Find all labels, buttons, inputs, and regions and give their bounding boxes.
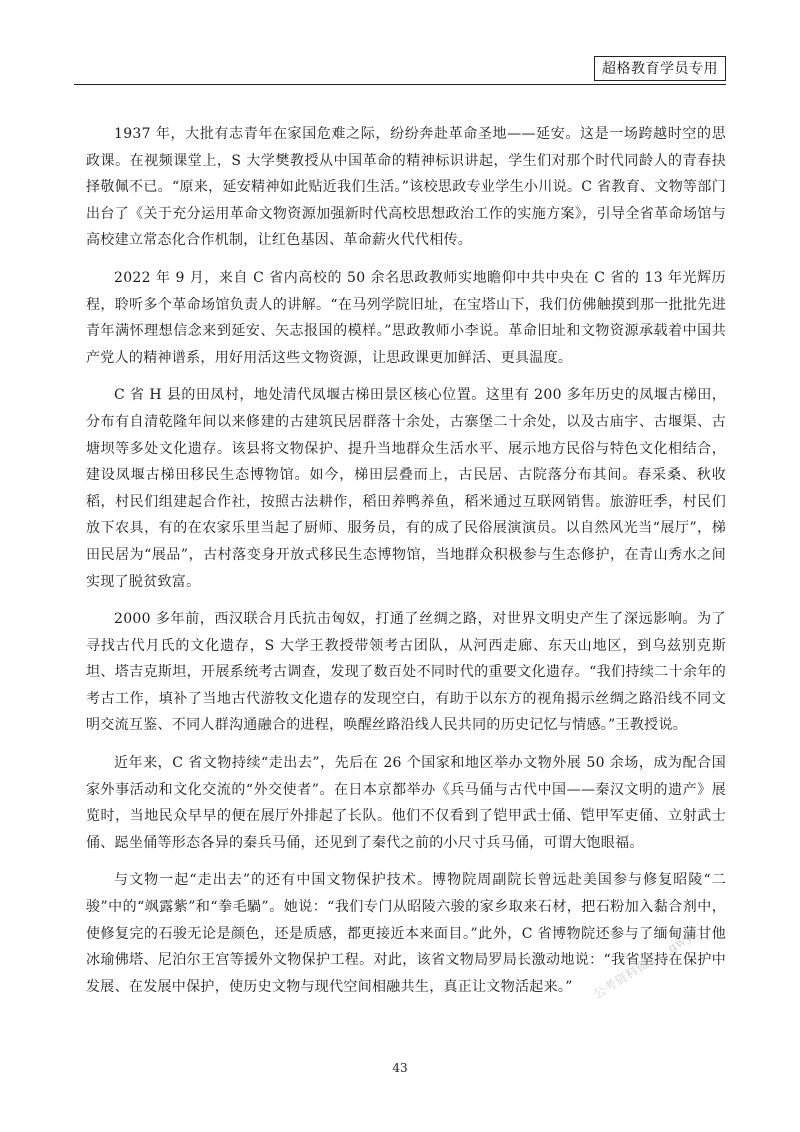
paragraph-silk-road: 2000 多年前，西汉联合月氏抗击匈奴，打通了丝绸之路，对世界文明史产生了深远影响。为了寻找古代月氏的文化遗存，S 大学王教授带领考古团队，从河西走廊、东天山地区，到乌兹别克斯坦、塔吉克斯坦，开展系统考古调查，发现了数百处不同时代的重要文化遗存。“我们持续二十余年的考古工作，填补了当地古代游牧文化遗存的发现空白，有助于以东方的视角揭示丝绸之路沿线不同文明交流互鉴、不同人群沟通融合的进程，唤醒丝路沿线人民共同的历史记忆与情感。”王教授说。 — [86, 611, 726, 734]
paragraph-terrace-village: C 省 H 县的田凤村，地处清代凤堰古梯田景区核心位置。这里有 200 多年历史的凤堰古梯田，分布有自清乾隆年间以来修建的古建筑民居群落十余处，古寨堡二十余处，以及古庙宇、古堰渠、古塘坝等多处文化遗存。该县将文物保护、提升当地群众生活水平、展示地方民俗与特色文化相结合，建设凤堰古梯田移民生态博物馆。如今，梯田层叠而上，古民居、古院落分布其间。春采桑、秋收稻，村民们组建起合作社，按照古法耕作，稻田养鸭养鱼，稻米通过互联网销售。旅游旺季，村民们放下农具，有的在农家乐里当起了厨师、服务员，有的成了民俗展演演员。以自然风光当“展厅”，梯田民居为“展品”，古村落变身开放式移民生态博物馆，当地群众积极参与生态修护，在青山秀水之间实现了脱贫致富。 — [86, 387, 726, 590]
article-body — [86, 121, 726, 1011]
paragraph-restoration: 与文物一起“走出去”的还有中国文物保护技术。博物院周副院长曾远赴美国参与修复昭陵“二骏”中的“飒露紫”和“拳毛騧”。她说：“我们专门从昭陵六骏的家乡取来石材，把石粉加入黏合剂中，使修复完的石骏无论是颜色，还是质感，都更接近本来面目。”此外，C 省博物院还参与了缅甸蒲甘他冰瑜佛塔、尼泊尔王宫等援外文物保护工程。对此，该省文物局罗局长激动地说：“我省坚持在保护中发展、在发展中保护，使历史文物与现代空间相融共生，真正让文物活起来。” — [86, 872, 726, 995]
watermark: 公考资料微信：gwy2 — [591, 925, 702, 1002]
paragraph-yanan-spirit: 1937 年，大批有志青年在家国危难之际，纷纷奔赴革命圣地——延安。这是一场跨越时空的思政课。在视频课堂上，S 大学樊教授从中国革命的精神标识讲起，学生们对那个时代同龄人的青春抉择敬佩不已。“原来，延安精神如此贴近我们生活。”该校思政专业学生小川说。C 省教育、文物等部门出台了《关于充分运用革命文物资源加强新时代高校思想政治工作的实施方案》，引导全省革命场馆与高校建立常态化合作机制，让红色基因、革命薪火代代相传。 — [86, 126, 726, 249]
page-number: 43 — [392, 1061, 408, 1075]
header-badge: 超格教育学员专用 — [594, 56, 726, 81]
paragraph-teacher-visit: 2022 年 9 月，来自 C 省内高校的 50 余名思政教师实地瞻仰中共中央在 C 省的 13 年光辉历程，聆听多个革命场馆负责人的讲解。“在马列学院旧址，在宝塔山下，我们仿佛触摸到那一批批先进青年满怀理想信念来到延安、矢志报国的模样。”思政教师小李说。革命旧址和文物资源承载着中国共产党人的精神谱系，用好用活这些文物资源，让思政课更加鲜活、更具温度。 — [86, 269, 726, 366]
paragraph-relics-abroad: 近年来，C 省文物持续“走出去”，先后在 26 个国家和地区举办文物外展 50 余场，成为配合国家外事活动和文化交流的“外交使者”。在日本京都举办《兵马俑与古代中国——秦汉文明的遗产》展览时，当地民众早早的便在展厅外排起了长队。他们不仅看到了铠甲武士俑、铠甲军吏俑、立射武士俑、跽坐俑等形态各异的秦兵马俑，还见到了秦代之前的小尺寸兵马俑，可谓大饱眼福。 — [86, 755, 726, 851]
header-divider — [74, 84, 726, 85]
